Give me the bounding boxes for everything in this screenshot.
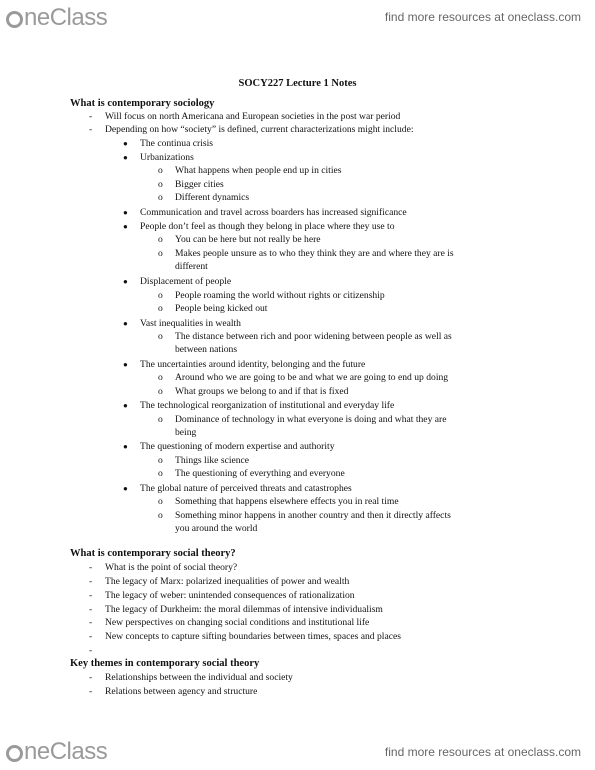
list-item: What happens when people end up in cities: [175, 165, 342, 176]
logo-text: neClass: [24, 4, 108, 31]
list-item: New perspectives on changing social conditions and institutional life: [105, 617, 370, 628]
list-item-continuation: different: [175, 261, 208, 272]
list-item: Makes people unsure as to who they think they are and where they are is: [175, 248, 454, 259]
section-heading: Key themes in contemporary social theory: [70, 658, 260, 669]
list-item: Things like science: [175, 455, 250, 466]
list-item: Relationships between the individual and society: [105, 672, 293, 683]
bullet-marker: ●: [123, 360, 128, 369]
list-item: The uncertainties around identity, belonging and the future: [140, 359, 366, 370]
logo-circle-icon: [6, 11, 23, 28]
dash-marker: -: [89, 590, 93, 601]
dash-marker: -: [89, 604, 93, 615]
bullet-marker: ●: [123, 277, 128, 286]
dash-marker: -: [89, 562, 93, 573]
bullet-marker: ●: [123, 319, 128, 328]
logo-circle-icon: [6, 745, 23, 762]
circle-marker: o: [158, 234, 163, 245]
oneclass-logo[interactable]: [6, 738, 107, 766]
oneclass-logo[interactable]: [6, 4, 107, 32]
list-item: Bigger cities: [175, 179, 224, 190]
circle-marker: o: [158, 372, 163, 383]
dash-marker: -: [89, 672, 93, 683]
dash-marker: -: [89, 617, 93, 628]
circle-marker: o: [158, 165, 163, 176]
list-item: What is the point of social theory?: [105, 562, 238, 573]
section-heading: What is contemporary social theory?: [70, 548, 236, 559]
circle-marker: o: [158, 179, 163, 190]
circle-marker: o: [158, 468, 163, 479]
document-title: SOCY227 Lecture 1 Notes: [238, 78, 357, 89]
bullet-marker: ●: [123, 153, 128, 162]
list-item: Something minor happens in another country and then it directly affects: [175, 510, 451, 521]
list-item-continuation: you around the world: [175, 523, 258, 534]
dash-marker: -: [89, 631, 93, 642]
circle-marker: o: [158, 496, 163, 507]
list-item: Will focus on north Americana and European societies in the post war period: [105, 111, 401, 122]
circle-marker: o: [158, 510, 163, 521]
list-item: The continua crisis: [140, 138, 213, 149]
list-item: Vast inequalities in wealth: [140, 318, 241, 329]
circle-marker: o: [158, 386, 163, 397]
list-item: The questioning of modern expertise and authority: [140, 441, 335, 452]
page-footer: [0, 732, 595, 770]
circle-marker: o: [158, 331, 163, 342]
list-item-continuation: being: [175, 427, 197, 438]
footer-tagline[interactable]: find more resources at oneclass.com: [384, 745, 581, 759]
list-item-continuation: between nations: [175, 344, 238, 355]
list-item: People being kicked out: [175, 303, 268, 314]
list-item: The legacy of Marx: polarized inequalities of power and wealth: [105, 576, 350, 587]
circle-marker: o: [158, 303, 163, 314]
bullet-marker: ●: [123, 484, 128, 493]
list-item: Around who we are going to be and what we are going to end up doing: [175, 372, 449, 383]
section-heading: What is contemporary sociology: [70, 98, 215, 109]
dash-marker: -: [89, 686, 93, 697]
list-item: The global nature of perceived threats and catastrophes: [140, 483, 352, 494]
dash-marker: -: [89, 645, 93, 656]
circle-marker: o: [158, 248, 163, 259]
bullet-marker: ●: [123, 442, 128, 451]
bullet-marker: ●: [123, 139, 128, 148]
list-item: Communication and travel across boarders has increased significance: [140, 207, 407, 218]
bullet-marker: ●: [123, 208, 128, 217]
dash-marker: -: [89, 111, 93, 122]
circle-marker: o: [158, 192, 163, 203]
list-item: People roaming the world without rights or citizenship: [175, 290, 385, 301]
list-item: Urbanizations: [140, 152, 194, 163]
list-item: Relations between agency and structure: [105, 686, 258, 697]
header-tagline[interactable]: find more resources at oneclass.com: [384, 10, 581, 24]
list-item: Depending on how “society” is defined, current characterizations might include:: [105, 124, 414, 135]
list-item: Something that happens elsewhere effects you in real time: [175, 496, 399, 507]
list-item: The legacy of Durkheim: the moral dilemmas of intensive individualism: [105, 604, 383, 615]
logo-text: neClass: [24, 738, 108, 765]
list-item: People don’t feel as though they belong in place where they use to: [140, 221, 395, 232]
list-item: The legacy of weber: unintended consequences of rationalization: [105, 590, 355, 601]
list-item: New concepts to capture sifting boundaries between times, spaces and places: [105, 631, 401, 642]
list-item: Displacement of people: [140, 276, 232, 287]
dash-marker: -: [89, 124, 93, 135]
circle-marker: o: [158, 414, 163, 425]
page-header: [0, 0, 595, 34]
circle-marker: o: [158, 455, 163, 466]
list-item: The questioning of everything and everyone: [175, 468, 345, 479]
dash-marker: -: [89, 576, 93, 587]
list-item: Dominance of technology in what everyone is doing and what they are: [175, 414, 447, 425]
bullet-marker: ●: [123, 222, 128, 231]
list-item: Different dynamics: [175, 192, 250, 203]
list-item: You can be here but not really be here: [175, 234, 321, 245]
list-item: The distance between rich and poor widening between people as well as: [175, 331, 452, 342]
circle-marker: o: [158, 290, 163, 301]
list-item: The technological reorganization of institutional and everyday life: [140, 400, 395, 411]
bullet-marker: ●: [123, 401, 128, 410]
list-item: What groups we belong to and if that is fixed: [175, 386, 349, 397]
